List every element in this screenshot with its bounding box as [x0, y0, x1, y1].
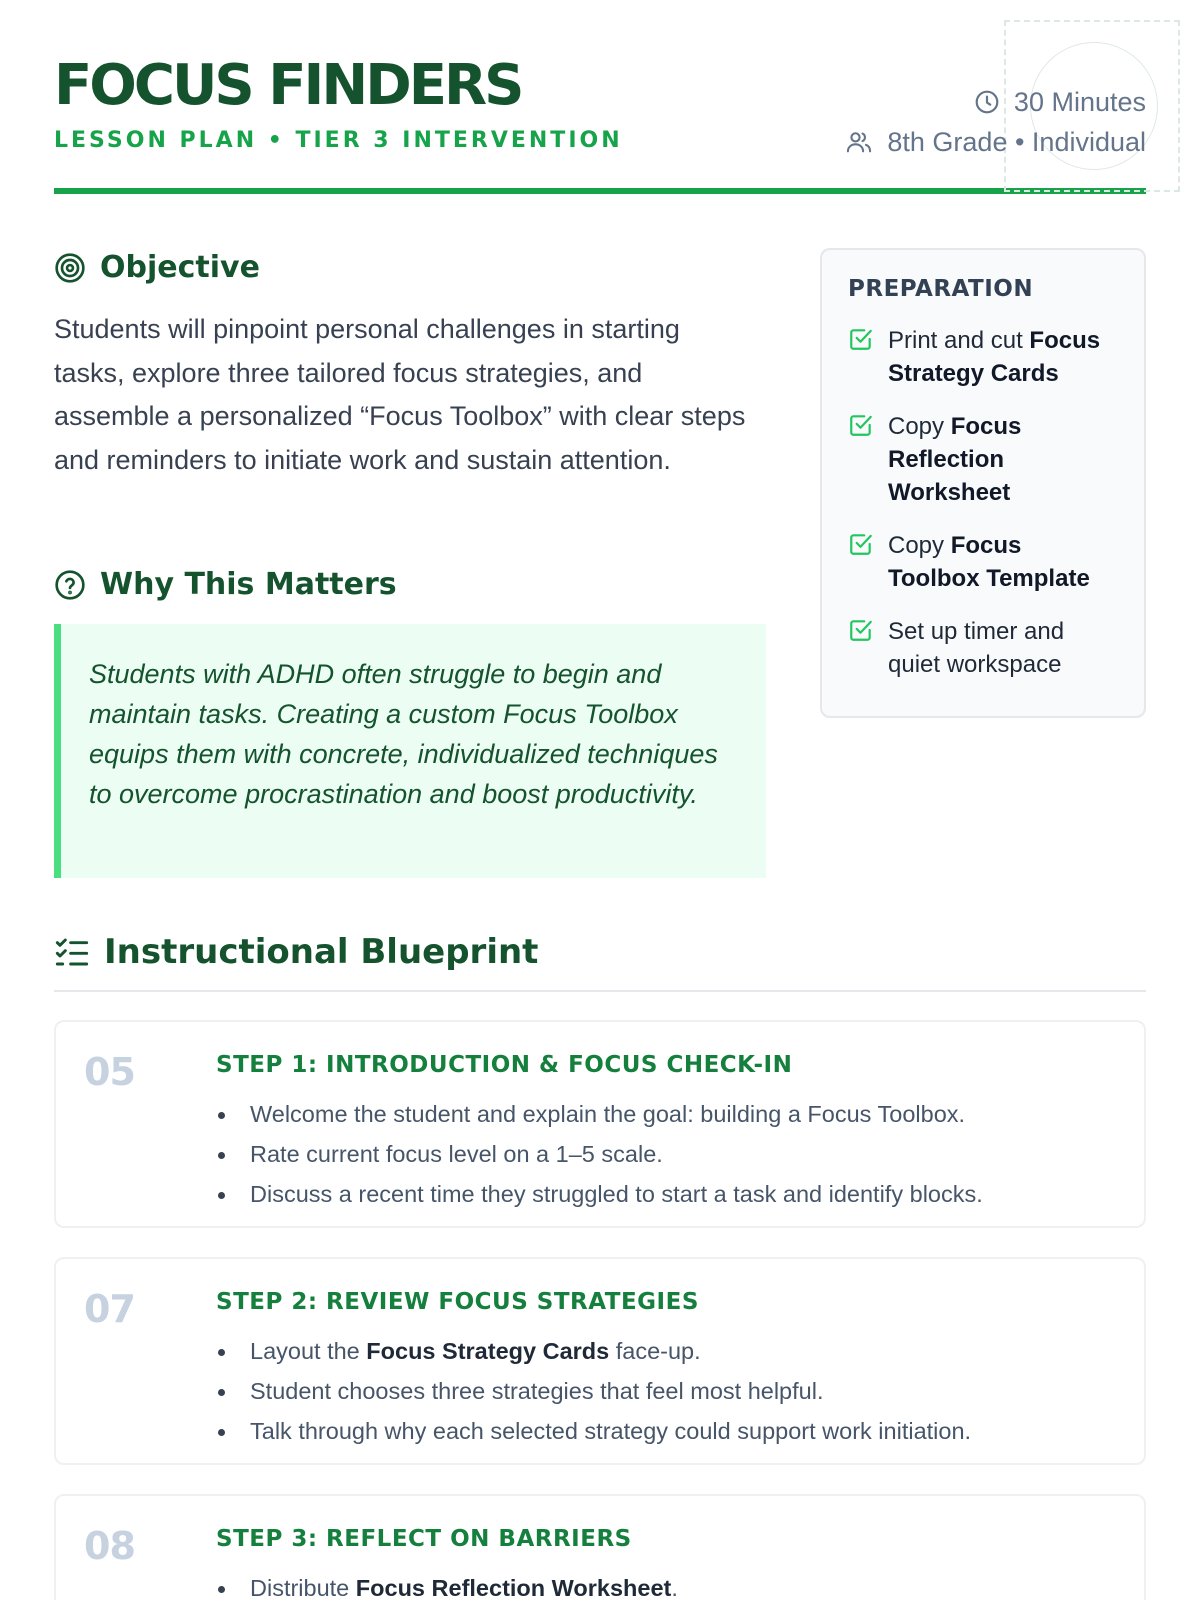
target-icon	[54, 252, 86, 284]
why-heading-label: Why This Matters	[100, 567, 397, 602]
step-title: STEP 2: REVIEW FOCUS STRATEGIES	[216, 1289, 699, 1315]
preparation-item	[848, 615, 1118, 681]
step-number: 08	[84, 1524, 135, 1568]
users-icon	[845, 128, 873, 156]
step-bullets	[216, 1331, 971, 1451]
objective-heading	[54, 250, 260, 285]
preparation-item	[848, 324, 1118, 390]
list-item: Discuss a recent time they struggled to start a task and identify blocks.	[216, 1174, 983, 1214]
blueprint-heading	[54, 932, 538, 972]
list-item: Talk through why each selected strategy could support work initiation.	[216, 1411, 971, 1451]
why-callout	[54, 624, 766, 878]
preparation-item-text: Print and cut Focus Strategy Cards	[888, 327, 1101, 387]
page-title: FOCUS FINDERS	[54, 53, 522, 118]
preparation-item-text: Set up timer and quiet workspace	[888, 618, 1065, 678]
header	[54, 0, 1146, 194]
step-card	[54, 1257, 1146, 1465]
preparation-item-text: Copy Focus Reflection Worksheet	[888, 413, 1022, 506]
preparation-title: PREPARATION	[848, 276, 1034, 302]
clock-icon	[974, 89, 1000, 115]
preparation-item	[848, 410, 1118, 509]
step-card	[54, 1020, 1146, 1228]
duration-text: 30 Minutes	[1013, 86, 1146, 117]
blueprint-heading-label: Instructional Blueprint	[104, 932, 539, 972]
checkbox-checked-icon	[848, 617, 874, 643]
step-title: STEP 3: REFLECT ON BARRIERS	[216, 1526, 632, 1552]
audience-row	[845, 122, 1146, 162]
why-text: Students with ADHD often struggle to begin and maintain tasks. Creating a custom Focus Toolbox equips them with concrete, individualized techniques to overcome procrastination and boost productivity.	[89, 659, 718, 809]
list-item: Rate current focus level on a 1–5 scale.	[216, 1134, 983, 1174]
step-title: STEP 1: INTRODUCTION & FOCUS CHECK-IN	[216, 1052, 793, 1078]
lesson-plan-page	[54, 0, 1146, 1600]
page-subtitle: LESSON PLAN • TIER 3 INTERVENTION	[54, 128, 623, 153]
checklist-icon	[54, 936, 90, 968]
step-bullets	[216, 1094, 983, 1214]
checkbox-checked-icon	[848, 326, 874, 352]
list-item: Distribute Focus Reflection Worksheet.	[216, 1568, 678, 1600]
lesson-meta	[845, 82, 1146, 162]
preparation-item-text: Copy Focus Toolbox Template	[888, 532, 1090, 592]
blueprint-header	[54, 932, 1146, 992]
step-card	[54, 1494, 1146, 1600]
preparation-card	[820, 248, 1146, 718]
why-heading	[54, 567, 397, 602]
objective-heading-label: Objective	[100, 250, 260, 285]
question-circle-icon	[54, 569, 86, 601]
checkbox-checked-icon	[848, 412, 874, 438]
step-number: 07	[84, 1287, 135, 1331]
list-item: Welcome the student and explain the goal: building a Focus Toolbox.	[216, 1094, 983, 1134]
list-item: Layout the Focus Strategy Cards face-up.	[216, 1331, 971, 1371]
step-bullets	[216, 1568, 678, 1600]
audience-text: 8th Grade • Individual	[887, 126, 1146, 157]
checkbox-checked-icon	[848, 531, 874, 557]
duration-row	[845, 82, 1146, 122]
step-number: 05	[84, 1050, 135, 1094]
objective-text: Students will pinpoint personal challenges in starting tasks, explore three tailored focus strategies, and assemble a personalized “Focus Toolbox” with clear steps and reminders to initiate work and sustain attention.	[54, 314, 746, 475]
preparation-item	[848, 529, 1118, 595]
list-item: Student chooses three strategies that feel most helpful.	[216, 1371, 971, 1411]
